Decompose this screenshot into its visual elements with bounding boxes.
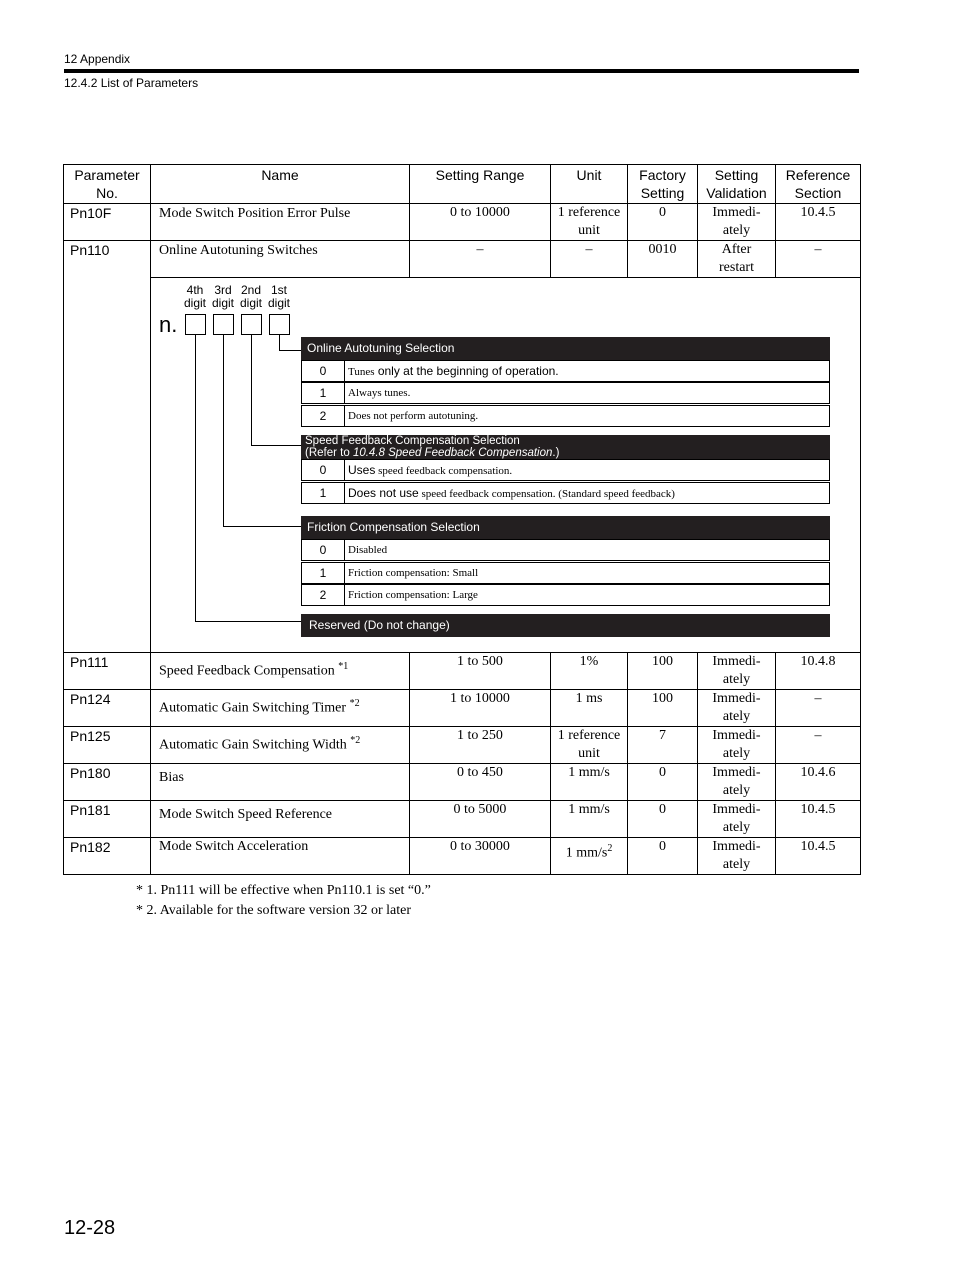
col-header-name: Name bbox=[151, 165, 410, 204]
setting-validation: After restart bbox=[698, 241, 776, 278]
table-row bbox=[64, 241, 861, 278]
table-row bbox=[64, 690, 861, 727]
digit-label-3rd: 3rd digit bbox=[212, 283, 235, 310]
digit-diagram-row bbox=[64, 278, 861, 653]
param-name: Mode Switch Acceleration bbox=[151, 838, 410, 875]
factory-setting: 100 bbox=[628, 690, 698, 727]
digit-box-2nd bbox=[241, 314, 262, 335]
online-autotuning-selection-header: Online Autotuning Selection bbox=[301, 337, 830, 360]
table-row bbox=[64, 801, 861, 838]
param-name: Mode Switch Speed Reference bbox=[151, 801, 410, 838]
factory-setting: 0 bbox=[628, 838, 698, 875]
factory-setting: 0 bbox=[628, 204, 698, 241]
factory-setting: 0 bbox=[628, 764, 698, 801]
col-header-factory-setting: Factory Setting bbox=[628, 165, 698, 204]
setting-range: 0 to 30000 bbox=[410, 838, 551, 875]
reference-section: – bbox=[776, 241, 861, 278]
table-row bbox=[64, 764, 861, 801]
unit: – bbox=[551, 241, 628, 278]
reference-section: – bbox=[776, 690, 861, 727]
digit-box-4th bbox=[185, 314, 206, 335]
factory-setting: 100 bbox=[628, 653, 698, 690]
option-row: 0 Tunes only at the beginning of operation. bbox=[301, 360, 830, 382]
friction-compensation-selection-header: Friction Compensation Selection bbox=[301, 516, 830, 539]
unit: 1 ms bbox=[551, 690, 628, 727]
table-row bbox=[64, 653, 861, 690]
option-row: 0 Uses speed feedback compensation. bbox=[301, 459, 830, 481]
unit: 1 reference unit bbox=[551, 204, 628, 241]
setting-range: 1 to 500 bbox=[410, 653, 551, 690]
unit: 1 reference unit bbox=[551, 727, 628, 764]
digit-label-2nd: 2nd digit bbox=[240, 283, 263, 310]
digit-diagram bbox=[151, 278, 860, 652]
unit: 1% bbox=[551, 653, 628, 690]
param-name: Automatic Gain Switching Timer $^{*2}$ bbox=[151, 690, 410, 727]
reference-section: 10.4.5 bbox=[776, 838, 861, 875]
connector-4th bbox=[195, 334, 196, 622]
digit-diagram-cell bbox=[151, 278, 861, 653]
col-header-setting-validation: Setting Validation bbox=[698, 165, 776, 204]
digit-label-4th: 4th digit bbox=[184, 283, 207, 310]
chapter-header: 12 Appendix bbox=[64, 52, 131, 66]
unit: 1 $mm/s^2$ bbox=[551, 838, 628, 875]
digit-box-1st bbox=[269, 314, 290, 335]
param-no: Pn180 bbox=[64, 764, 151, 801]
header-rule bbox=[64, 69, 859, 73]
col-header-param-no: Parameter No. bbox=[64, 165, 151, 204]
footnote-2: * 2. Available for the software version 32 or later bbox=[136, 903, 411, 918]
option-row: 1 Always tunes. bbox=[301, 382, 830, 404]
param-name: Automatic Gain Switching Width $^{*2}$ bbox=[151, 727, 410, 764]
parameter-table bbox=[63, 164, 861, 875]
param-no: Pn181 bbox=[64, 801, 151, 838]
setting-range: 1 to 10000 bbox=[410, 690, 551, 727]
factory-setting: 7 bbox=[628, 727, 698, 764]
setting-range: 0 to 450 bbox=[410, 764, 551, 801]
reference-section: – bbox=[776, 727, 861, 764]
param-no: Pn125 bbox=[64, 727, 151, 764]
param-no: Pn124 bbox=[64, 690, 151, 727]
reference-section: 10.4.5 bbox=[776, 204, 861, 241]
factory-setting: 0010 bbox=[628, 241, 698, 278]
option-row: 1 Friction compensation: Small bbox=[301, 562, 830, 584]
connector-2nd bbox=[251, 334, 252, 446]
param-name: Online Autotuning Switches bbox=[151, 241, 410, 278]
reference-section: 10.4.8 bbox=[776, 653, 861, 690]
setting-range: – bbox=[410, 241, 551, 278]
setting-validation: Immedi- ately bbox=[698, 801, 776, 838]
reserved-header: Reserved (Do not change) bbox=[301, 614, 830, 637]
unit: 1 mm/s bbox=[551, 764, 628, 801]
param-name: Bias bbox=[151, 764, 410, 801]
connector-1st bbox=[279, 334, 280, 350]
parameter-prefix: n. bbox=[159, 312, 178, 337]
setting-validation: Immedi- ately bbox=[698, 727, 776, 764]
speed-feedback-compensation-selection-header: Speed Feedback Compensation Selection (Refer to 10.4.8 Speed Feedback Compensation.) bbox=[301, 435, 830, 459]
col-header-reference-section: Reference Section bbox=[776, 165, 861, 204]
setting-validation: Immedi- ately bbox=[698, 653, 776, 690]
reference-section: 10.4.5 bbox=[776, 801, 861, 838]
option-row: 0 Disabled bbox=[301, 539, 830, 561]
param-no: Pn110 bbox=[64, 241, 151, 653]
digit-label-1st: 1st digit bbox=[268, 283, 291, 310]
table-row bbox=[64, 838, 861, 875]
digit-box-3rd bbox=[213, 314, 234, 335]
col-header-setting-range: Setting Range bbox=[410, 165, 551, 204]
setting-validation: Immedi- ately bbox=[698, 764, 776, 801]
option-row: 2 Does not perform autotuning. bbox=[301, 405, 830, 427]
option-row: 2 Friction compensation: Large bbox=[301, 584, 830, 606]
reference-section: 10.4.6 bbox=[776, 764, 861, 801]
setting-range: 0 to 10000 bbox=[410, 204, 551, 241]
footnote-1: * 1. Pn111 will be effective when Pn110.1 is set “0.” bbox=[136, 883, 431, 898]
setting-validation: Immedi- ately bbox=[698, 690, 776, 727]
param-name: Mode Switch Position Error Pulse bbox=[151, 204, 410, 241]
option-row: 1 Does not use speed feedback compensation. (Standard speed feedback) bbox=[301, 482, 830, 504]
setting-validation: Immedi- ately bbox=[698, 838, 776, 875]
param-no: Pn182 bbox=[64, 838, 151, 875]
param-no: Pn111 bbox=[64, 653, 151, 690]
param-no: Pn10F bbox=[64, 204, 151, 241]
section-header: 12.4.2 List of Parameters bbox=[64, 76, 199, 90]
table-row bbox=[64, 204, 861, 241]
setting-range: 0 to 5000 bbox=[410, 801, 551, 838]
table-header-row bbox=[64, 165, 861, 204]
page-number: 12-28 bbox=[64, 1217, 116, 1239]
col-header-unit: Unit bbox=[551, 165, 628, 204]
setting-validation: Immedi- ately bbox=[698, 204, 776, 241]
setting-range: 1 to 250 bbox=[410, 727, 551, 764]
unit: 1 mm/s bbox=[551, 801, 628, 838]
param-name: Speed Feedback Compensation $^{*1}$ bbox=[151, 653, 410, 690]
connector-3rd bbox=[223, 334, 224, 526]
factory-setting: 0 bbox=[628, 801, 698, 838]
table-row bbox=[64, 727, 861, 764]
